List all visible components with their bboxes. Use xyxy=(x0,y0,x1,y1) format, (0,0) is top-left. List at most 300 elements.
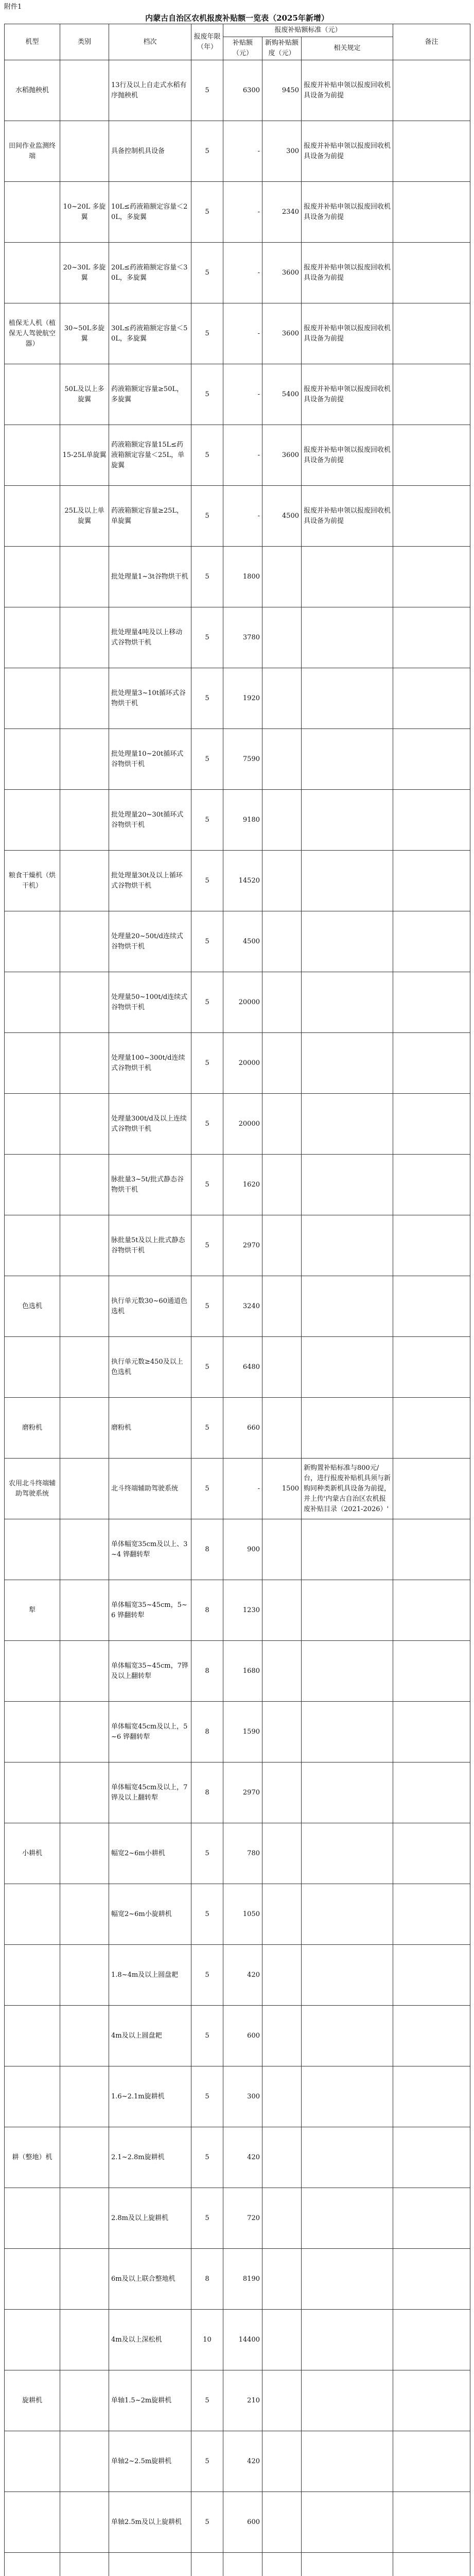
category-cell xyxy=(5,1762,60,1823)
category-cell xyxy=(5,1884,60,1945)
years-cell: 5 xyxy=(191,486,223,547)
years-cell: 8 xyxy=(191,1762,223,1823)
new-subsidy-cell: 1500 xyxy=(262,1459,302,1519)
class-cell: 10~20L 多旋翼 xyxy=(60,182,109,243)
table-row xyxy=(5,607,470,668)
table-row xyxy=(5,2553,470,2576)
remark-cell xyxy=(393,729,470,790)
class-cell: 30~50L多旋翼 xyxy=(60,303,109,364)
category-cell xyxy=(5,972,60,1033)
grade-cell: 1.8~4m及以上圆盘耙 xyxy=(109,1945,191,2006)
grade-cell: 单体幅宽35~45cm，5~6 铧翻转犁 xyxy=(109,1580,191,1641)
category-cell: 植保无人机（植保无人驾驶航空器） xyxy=(5,303,60,364)
grade-cell: 1.6~2.1m旋耕机 xyxy=(109,2066,191,2127)
years-cell: 5 xyxy=(191,1155,223,1215)
subsidy-cell: 6480 xyxy=(223,1337,262,1398)
header-policy: 相关规定 xyxy=(302,37,393,60)
new-subsidy-cell xyxy=(262,1094,302,1155)
grade-cell: 批处理量3~10t循环式谷物烘干机 xyxy=(109,668,191,729)
policy-cell xyxy=(302,2127,393,2188)
class-cell xyxy=(60,2249,109,2310)
policy-cell: 报废并补贴申领以报废回收机具设备为前提 xyxy=(302,425,393,486)
category-cell: 农用北斗终端辅助驾驶系统 xyxy=(5,1459,60,1519)
new-subsidy-cell: 5400 xyxy=(262,364,302,425)
grade-cell: 2.8m及以上旋耕机 xyxy=(109,2188,191,2249)
grade-cell: 北斗终端辅助驾驶系统 xyxy=(109,1459,191,1519)
new-subsidy-cell xyxy=(262,1762,302,1823)
table-row xyxy=(5,425,470,486)
years-cell: 8 xyxy=(191,1702,223,1762)
class-cell xyxy=(60,2370,109,2431)
class-cell xyxy=(60,607,109,668)
subsidy-cell: 300 xyxy=(223,2066,262,2127)
years-cell: 5 xyxy=(191,1276,223,1337)
remark-cell xyxy=(393,2310,470,2370)
header-grade: 档次 xyxy=(109,24,191,60)
subsidy-cell: 6300 xyxy=(223,60,262,121)
class-cell xyxy=(60,1823,109,1884)
years-cell: 5 xyxy=(191,121,223,182)
subsidy-cell: 420 xyxy=(223,2431,262,2492)
policy-cell: 报废并补贴申领以报废回收机具设备为前提 xyxy=(302,182,393,243)
table-row xyxy=(5,364,470,425)
subsidy-cell: - xyxy=(223,121,262,182)
class-cell xyxy=(60,1884,109,1945)
table-row xyxy=(5,60,470,121)
table-row xyxy=(5,2431,470,2492)
grade-cell: 批处理量4吨及以上移动式谷物烘干机 xyxy=(109,607,191,668)
table-row xyxy=(5,790,470,851)
class-cell xyxy=(60,2188,109,2249)
grade-cell: 单轴2.5m及以上旋耕机 xyxy=(109,2492,191,2553)
policy-cell xyxy=(302,1215,393,1276)
new-subsidy-cell xyxy=(262,2492,302,2553)
remark-cell xyxy=(393,1884,470,1945)
class-cell xyxy=(60,1215,109,1276)
table-row xyxy=(5,2006,470,2066)
grade-cell: 13行及以上自走式水稻有序抛秧机 xyxy=(109,60,191,121)
new-subsidy-cell xyxy=(262,2553,302,2576)
subsidy-cell: 20000 xyxy=(223,972,262,1033)
remark-cell xyxy=(393,1823,470,1884)
grade-cell: 幅宽2~6m小旋耕机 xyxy=(109,1884,191,1945)
remark-cell xyxy=(393,1398,470,1459)
header-new-subsidy: 新购补贴额度（元） xyxy=(262,37,302,60)
new-subsidy-cell: 3600 xyxy=(262,425,302,486)
policy-cell xyxy=(302,607,393,668)
policy-cell xyxy=(302,668,393,729)
grade-cell: 幅宽2~6m小耕机 xyxy=(109,1823,191,1884)
subsidy-cell: 2970 xyxy=(223,1762,262,1823)
class-cell xyxy=(60,1337,109,1398)
class-cell xyxy=(60,790,109,851)
new-subsidy-cell xyxy=(262,1155,302,1215)
new-subsidy-cell xyxy=(262,2188,302,2249)
new-subsidy-cell: 9450 xyxy=(262,60,302,121)
years-cell: 8 xyxy=(191,1641,223,1702)
new-subsidy-cell xyxy=(262,1702,302,1762)
years-cell: 8 xyxy=(191,1519,223,1580)
class-cell: 15-25L单旋翼 xyxy=(60,425,109,486)
policy-cell xyxy=(302,2310,393,2370)
years-cell: 5 xyxy=(191,1033,223,1094)
policy-cell xyxy=(302,1033,393,1094)
years-cell: 5 xyxy=(191,2431,223,2492)
subsidy-cell: 8190 xyxy=(223,2249,262,2310)
class-cell xyxy=(60,2431,109,2492)
new-subsidy-cell xyxy=(262,547,302,607)
new-subsidy-cell xyxy=(262,2066,302,2127)
category-cell xyxy=(5,364,60,425)
category-cell: 粮食干燥机（烘干机） xyxy=(5,851,60,911)
table-row xyxy=(5,972,470,1033)
policy-cell xyxy=(302,790,393,851)
subsidy-cell: 4500 xyxy=(223,911,262,972)
table-row xyxy=(5,1884,470,1945)
class-cell xyxy=(60,1580,109,1641)
policy-cell: 报废并补贴申领以报废回收机具设备为前提 xyxy=(302,121,393,182)
years-cell: 5 xyxy=(191,243,223,303)
table-row xyxy=(5,2249,470,2310)
subsidy-cell: 1680 xyxy=(223,1641,262,1702)
years-cell: 5 xyxy=(191,2188,223,2249)
subsidy-cell: 14520 xyxy=(223,851,262,911)
table-row xyxy=(5,1762,470,1823)
class-cell: 50L及以上多旋翼 xyxy=(60,364,109,425)
grade-cell: 批处理量20~30t循环式谷物烘干机 xyxy=(109,790,191,851)
subsidy-table xyxy=(4,24,470,2576)
grade-cell: 批处理量10~20t循环式谷物烘干机 xyxy=(109,729,191,790)
policy-cell xyxy=(302,547,393,607)
remark-cell xyxy=(393,2006,470,2066)
table-row xyxy=(5,547,470,607)
remark-cell xyxy=(393,1519,470,1580)
grade-cell: 4m及以上深松机 xyxy=(109,2310,191,2370)
years-cell: 5 xyxy=(191,2066,223,2127)
new-subsidy-cell xyxy=(262,1276,302,1337)
table-row xyxy=(5,2127,470,2188)
grade-cell: 脉批量5t及以上批式静态谷物烘干机 xyxy=(109,1215,191,1276)
table-row xyxy=(5,1276,470,1337)
grade-cell: 10L≤药液箱额定容量＜20L，多旋翼 xyxy=(109,182,191,243)
policy-cell xyxy=(302,1155,393,1215)
annex-label: 附件1 xyxy=(4,3,22,11)
grade-cell: 处理量300t/d及以上连续式谷物烘干机 xyxy=(109,1094,191,1155)
new-subsidy-cell xyxy=(262,2310,302,2370)
new-subsidy-cell xyxy=(262,2127,302,2188)
subsidy-cell: 20000 xyxy=(223,1094,262,1155)
policy-cell xyxy=(302,1945,393,2006)
class-cell xyxy=(60,1094,109,1155)
grade-cell: 药液箱额定容量≥50L，多旋翼 xyxy=(109,364,191,425)
subsidy-cell: 1620 xyxy=(223,1155,262,1215)
category-cell xyxy=(5,1641,60,1702)
header-remark: 备注 xyxy=(393,24,470,60)
subsidy-cell: 9180 xyxy=(223,790,262,851)
subsidy-cell: - xyxy=(223,243,262,303)
grade-cell: 30L≤药液箱额定容量＜50L，多旋翼 xyxy=(109,303,191,364)
category-cell xyxy=(5,1702,60,1762)
category-cell xyxy=(5,547,60,607)
class-cell xyxy=(60,1945,109,2006)
years-cell: 5 xyxy=(191,607,223,668)
subsidy-cell: 20000 xyxy=(223,1033,262,1094)
grade-cell: 磨粉机 xyxy=(109,1398,191,1459)
table-row xyxy=(5,2370,470,2431)
category-cell xyxy=(5,668,60,729)
policy-cell xyxy=(302,2553,393,2576)
policy-cell: 报废并补贴申领以报废回收机具设备为前提 xyxy=(302,243,393,303)
subsidy-cell: 210 xyxy=(223,2370,262,2431)
years-cell: 5 xyxy=(191,1945,223,2006)
grade-cell: 2.1~2.8m旋耕机 xyxy=(109,2127,191,2188)
class-cell: 20~30L 多旋翼 xyxy=(60,243,109,303)
grade-cell: 单体幅宽45cm及以上，5~6 铧翻转犁 xyxy=(109,1702,191,1762)
policy-cell xyxy=(302,1398,393,1459)
new-subsidy-cell xyxy=(262,911,302,972)
remark-cell xyxy=(393,2553,470,2576)
table-row xyxy=(5,1823,470,1884)
grade-cell: 单轴2~2.5m旋耕机 xyxy=(109,2431,191,2492)
years-cell: 5 xyxy=(191,2006,223,2066)
new-subsidy-cell: 3600 xyxy=(262,243,302,303)
years-cell: 5 xyxy=(191,2492,223,2553)
category-cell xyxy=(5,729,60,790)
new-subsidy-cell: 4500 xyxy=(262,486,302,547)
years-cell: 5 xyxy=(191,972,223,1033)
policy-cell: 报废并补贴申领以报废回收机具设备为前提 xyxy=(302,364,393,425)
category-cell xyxy=(5,2249,60,2310)
remark-cell xyxy=(393,911,470,972)
class-cell xyxy=(60,2066,109,2127)
category-cell xyxy=(5,1337,60,1398)
grade-cell: 20L≤药液箱额定容量＜30L，多旋翼 xyxy=(109,243,191,303)
new-subsidy-cell xyxy=(262,1215,302,1276)
category-cell: 小耕机 xyxy=(5,1823,60,1884)
table-row xyxy=(5,1033,470,1094)
table-row xyxy=(5,2188,470,2249)
subsidy-cell: 1920 xyxy=(223,668,262,729)
years-cell: 5 xyxy=(191,1823,223,1884)
subsidy-cell: 600 xyxy=(223,2006,262,2066)
subsidy-cell: 1590 xyxy=(223,1702,262,1762)
years-cell: 5 xyxy=(191,1094,223,1155)
new-subsidy-cell xyxy=(262,1337,302,1398)
class-cell xyxy=(60,547,109,607)
grade-cell: 单体幅宽45cm及以上，7铧及以上翻转犁 xyxy=(109,1762,191,1823)
header-subsidy-group: 报废补贴额标准（元） xyxy=(223,24,393,37)
subsidy-cell: - xyxy=(223,303,262,364)
category-cell xyxy=(5,243,60,303)
subsidy-cell: 7590 xyxy=(223,729,262,790)
category-cell xyxy=(5,1519,60,1580)
table-row xyxy=(5,1215,470,1276)
new-subsidy-cell xyxy=(262,1945,302,2006)
table-body xyxy=(5,60,470,2576)
remark-cell xyxy=(393,364,470,425)
table-row xyxy=(5,1641,470,1702)
remark-cell xyxy=(393,182,470,243)
grade-cell: 药液箱额定容量≥25L，单旋翼 xyxy=(109,486,191,547)
remark-cell xyxy=(393,547,470,607)
grade-cell: 处理量100~300t/d连续式谷物烘干机 xyxy=(109,1033,191,1094)
class-cell xyxy=(60,668,109,729)
policy-cell xyxy=(302,2188,393,2249)
category-cell: 旋耕机 xyxy=(5,2370,60,2431)
years-cell: 5 xyxy=(191,1337,223,1398)
years-cell: 5 xyxy=(191,790,223,851)
class-cell xyxy=(60,1702,109,1762)
years-cell xyxy=(191,2553,223,2576)
table-row xyxy=(5,121,470,182)
table-row xyxy=(5,182,470,243)
remark-cell xyxy=(393,243,470,303)
class-cell xyxy=(60,2006,109,2066)
grade-cell: 处理量20~50t/d连续式谷物烘干机 xyxy=(109,911,191,972)
category-cell: 色选机 xyxy=(5,1276,60,1337)
years-cell: 5 xyxy=(191,303,223,364)
table-row xyxy=(5,1945,470,2006)
remark-cell xyxy=(393,2127,470,2188)
table-row xyxy=(5,2492,470,2553)
remark-cell xyxy=(393,2370,470,2431)
subsidy-cell: - xyxy=(223,182,262,243)
years-cell: 5 xyxy=(191,182,223,243)
grade-cell: 处理量50~100t/d连续式谷物烘干机 xyxy=(109,972,191,1033)
policy-cell: 报废并补贴申领以报废回收机具设备为前提 xyxy=(302,60,393,121)
years-cell: 5 xyxy=(191,1459,223,1519)
policy-cell xyxy=(302,2370,393,2431)
category-cell xyxy=(5,607,60,668)
remark-cell xyxy=(393,1337,470,1398)
subsidy-cell: - xyxy=(223,486,262,547)
policy-cell xyxy=(302,2492,393,2553)
remark-cell xyxy=(393,1155,470,1215)
category-cell: 田间作业监测终端 xyxy=(5,121,60,182)
policy-cell xyxy=(302,972,393,1033)
remark-cell xyxy=(393,1945,470,2006)
remark-cell xyxy=(393,121,470,182)
remark-cell xyxy=(393,2431,470,2492)
subsidy-cell: 3780 xyxy=(223,607,262,668)
class-cell xyxy=(60,1641,109,1702)
policy-cell: 报废并补贴申领以报废回收机具设备为前提 xyxy=(302,303,393,364)
years-cell: 8 xyxy=(191,1580,223,1641)
class-cell xyxy=(60,729,109,790)
remark-cell xyxy=(393,668,470,729)
years-cell: 5 xyxy=(191,668,223,729)
header-class: 类别 xyxy=(60,24,109,60)
category-cell xyxy=(5,2066,60,2127)
policy-cell xyxy=(302,2249,393,2310)
policy-cell xyxy=(302,1337,393,1398)
subsidy-cell: 600 xyxy=(223,2492,262,2553)
years-cell: 5 xyxy=(191,851,223,911)
years-cell: 5 xyxy=(191,2370,223,2431)
policy-cell: 报废并补贴申领以报废回收机具设备为前提 xyxy=(302,486,393,547)
years-cell: 5 xyxy=(191,911,223,972)
remark-cell xyxy=(393,2188,470,2249)
years-cell: 5 xyxy=(191,547,223,607)
remark-cell xyxy=(393,1276,470,1337)
new-subsidy-cell xyxy=(262,2431,302,2492)
category-cell xyxy=(5,1155,60,1215)
policy-cell xyxy=(302,1094,393,1155)
remark-cell xyxy=(393,1033,470,1094)
table-row xyxy=(5,486,470,547)
subsidy-cell: - xyxy=(223,364,262,425)
category-cell xyxy=(5,486,60,547)
policy-cell xyxy=(302,729,393,790)
grade-cell: 药液箱额定容量15L≤药液箱额定容量＜25L，单旋翼 xyxy=(109,425,191,486)
subsidy-cell: 660 xyxy=(223,1398,262,1459)
class-cell xyxy=(60,2310,109,2370)
subsidy-cell: - xyxy=(223,1459,262,1519)
category-cell: 犁 xyxy=(5,1580,60,1641)
years-cell: 10 xyxy=(191,2310,223,2370)
category-cell xyxy=(5,2492,60,2553)
table-row xyxy=(5,2066,470,2127)
subsidy-cell: 14400 xyxy=(223,2310,262,2370)
table-row xyxy=(5,1702,470,1762)
table-row xyxy=(5,729,470,790)
remark-cell xyxy=(393,60,470,121)
remark-cell xyxy=(393,1702,470,1762)
class-cell xyxy=(60,2127,109,2188)
new-subsidy-cell xyxy=(262,2249,302,2310)
table-row xyxy=(5,1155,470,1215)
policy-cell xyxy=(302,2431,393,2492)
remark-cell xyxy=(393,486,470,547)
policy-cell xyxy=(302,1884,393,1945)
policy-cell xyxy=(302,851,393,911)
remark-cell xyxy=(393,1580,470,1641)
subsidy-cell: 1050 xyxy=(223,1884,262,1945)
policy-cell: 新购置补贴标准与800元/台，进行报废补贴机具须与新购同种类新机具设备为前提，并上传'内蒙古自治区农机报废补贴目录（2021-2026）' xyxy=(302,1459,393,1519)
header-category: 机型 xyxy=(5,24,60,60)
new-subsidy-cell xyxy=(262,1884,302,1945)
years-cell: 5 xyxy=(191,2127,223,2188)
category-cell: 耕（整地）机 xyxy=(5,2127,60,2188)
remark-cell xyxy=(393,425,470,486)
category-cell xyxy=(5,2431,60,2492)
category-cell xyxy=(5,790,60,851)
remark-cell xyxy=(393,972,470,1033)
years-cell: 5 xyxy=(191,1884,223,1945)
header-subsidy: 补贴额（元） xyxy=(223,37,262,60)
table-row xyxy=(5,1580,470,1641)
remark-cell xyxy=(393,2249,470,2310)
policy-cell xyxy=(302,2066,393,2127)
class-cell xyxy=(60,1762,109,1823)
class-cell xyxy=(60,60,109,121)
years-cell: 5 xyxy=(191,729,223,790)
new-subsidy-cell xyxy=(262,1398,302,1459)
class-cell xyxy=(60,2492,109,2553)
grade-cell: 单体幅宽35cm及以上、3~4 铧翻转犁 xyxy=(109,1519,191,1580)
years-cell: 5 xyxy=(191,364,223,425)
new-subsidy-cell xyxy=(262,1580,302,1641)
policy-cell xyxy=(302,1641,393,1702)
header-years: 报废年限（年） xyxy=(191,24,223,60)
subsidy-cell: 720 xyxy=(223,2188,262,2249)
table-row xyxy=(5,2310,470,2370)
remark-cell xyxy=(393,1215,470,1276)
new-subsidy-cell xyxy=(262,1823,302,1884)
table-row xyxy=(5,911,470,972)
policy-cell xyxy=(302,1276,393,1337)
class-cell xyxy=(60,2553,109,2576)
